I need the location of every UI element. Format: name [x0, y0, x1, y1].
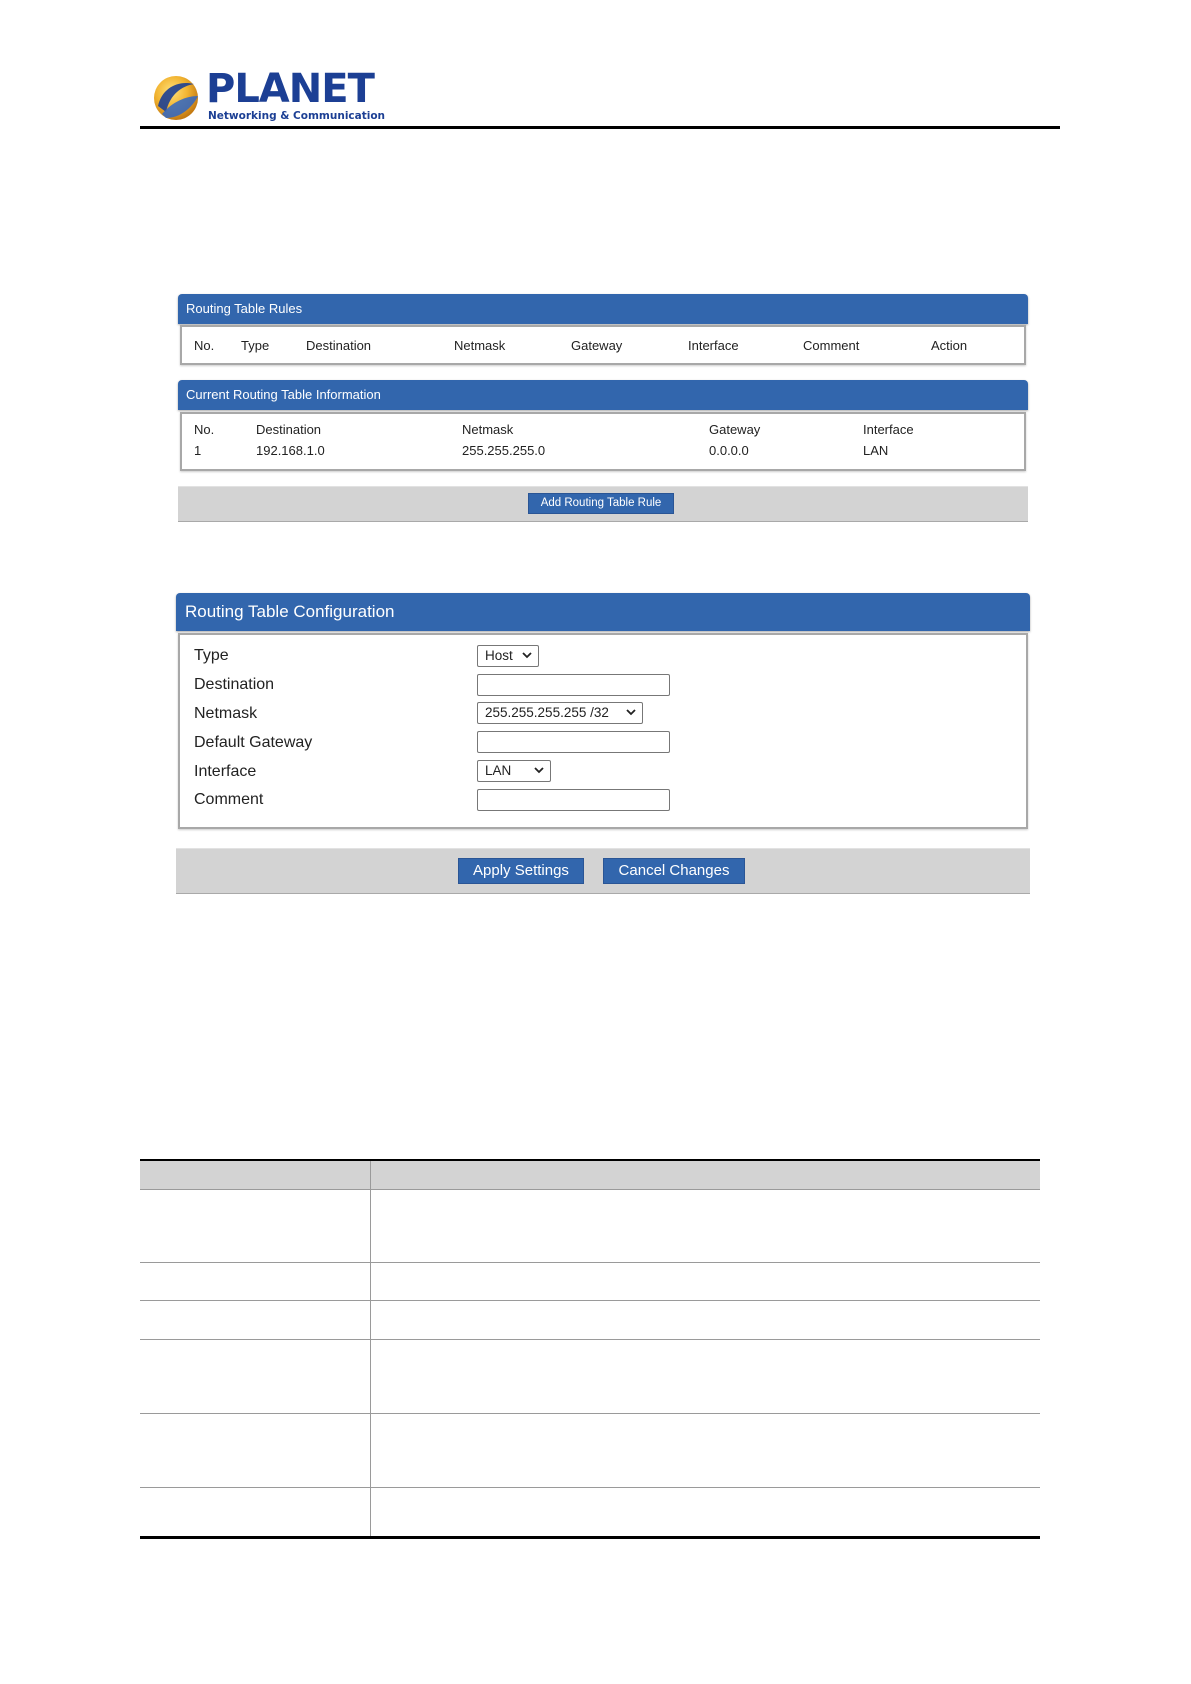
cur-col-gateway: Gateway	[709, 422, 761, 437]
table-row-divider	[140, 1300, 1040, 1301]
add-routing-rule-button[interactable]: Add Routing Table Rule	[528, 493, 674, 514]
table-row-divider	[140, 1487, 1040, 1488]
brand-name: PLANET	[206, 66, 374, 112]
table-row-divider	[140, 1189, 1040, 1190]
netmask-select[interactable]	[477, 702, 643, 724]
planet-logo	[152, 66, 386, 128]
current-routing-table	[180, 412, 1026, 471]
col-gateway: Gateway	[571, 338, 623, 353]
destination-label: Destination	[194, 676, 275, 693]
col-interface: Interface	[688, 338, 739, 353]
type-select[interactable]	[477, 645, 539, 667]
chevron-down-icon	[534, 767, 544, 774]
interface-label: Interface	[194, 763, 257, 780]
netmask-select-value: 255.255.255.255 /32	[485, 705, 609, 720]
cancel-changes-button[interactable]: Cancel Changes	[603, 858, 745, 884]
table-bottom-rule	[140, 1536, 1040, 1539]
current-routing-header	[178, 380, 1028, 410]
config-title: Routing Table Configuration	[185, 602, 395, 621]
table-row-divider	[140, 1262, 1040, 1263]
type-label: Type	[194, 647, 229, 664]
comment-label: Comment	[194, 791, 264, 808]
planet-globe-icon	[152, 72, 200, 122]
table-row-1-gateway: 0.0.0.0	[709, 443, 749, 458]
routing-rules-header	[178, 294, 1028, 324]
table-row-1-interface: LAN	[863, 443, 889, 458]
cur-col-interface: Interface	[863, 422, 914, 437]
col-no: No.	[194, 338, 215, 353]
col-netmask: Netmask	[454, 338, 506, 353]
destination-input[interactable]	[477, 674, 670, 696]
chevron-down-icon	[522, 652, 532, 659]
brand-tagline: Networking & Communication	[208, 110, 386, 122]
chevron-down-icon	[626, 709, 636, 716]
table-row-1-no: 1	[194, 443, 202, 458]
col-type: Type	[241, 338, 270, 353]
cur-col-no: No.	[194, 422, 215, 437]
type-select-value: Host	[485, 648, 513, 663]
apply-settings-button[interactable]: Apply Settings	[458, 858, 584, 884]
netmask-label: Netmask	[194, 705, 258, 722]
cur-col-destination: Destination	[256, 422, 322, 437]
interface-select-value: LAN	[485, 763, 512, 778]
table-row-1-netmask: 255.255.255.0	[462, 443, 546, 458]
routing-rules-title: Routing Table Rules	[186, 301, 303, 316]
table-column-divider	[370, 1161, 371, 1537]
current-routing-title: Current Routing Table Information	[186, 387, 381, 402]
default-gateway-input[interactable]	[477, 731, 670, 753]
header-divider	[140, 126, 1060, 129]
cur-col-netmask: Netmask	[462, 422, 514, 437]
table-row-divider	[140, 1339, 1040, 1340]
col-destination: Destination	[306, 338, 372, 353]
interface-select[interactable]	[477, 760, 551, 782]
routing-rules-table	[180, 325, 1026, 365]
col-action: Action	[931, 338, 968, 353]
col-comment: Comment	[803, 338, 860, 353]
default-gateway-label: Default Gateway	[194, 734, 313, 751]
table-row-1-destination: 192.168.1.0	[256, 443, 325, 458]
table-header-row	[140, 1161, 1040, 1189]
comment-input[interactable]	[477, 789, 670, 811]
table-row-divider	[140, 1413, 1040, 1414]
config-header	[176, 593, 1030, 631]
